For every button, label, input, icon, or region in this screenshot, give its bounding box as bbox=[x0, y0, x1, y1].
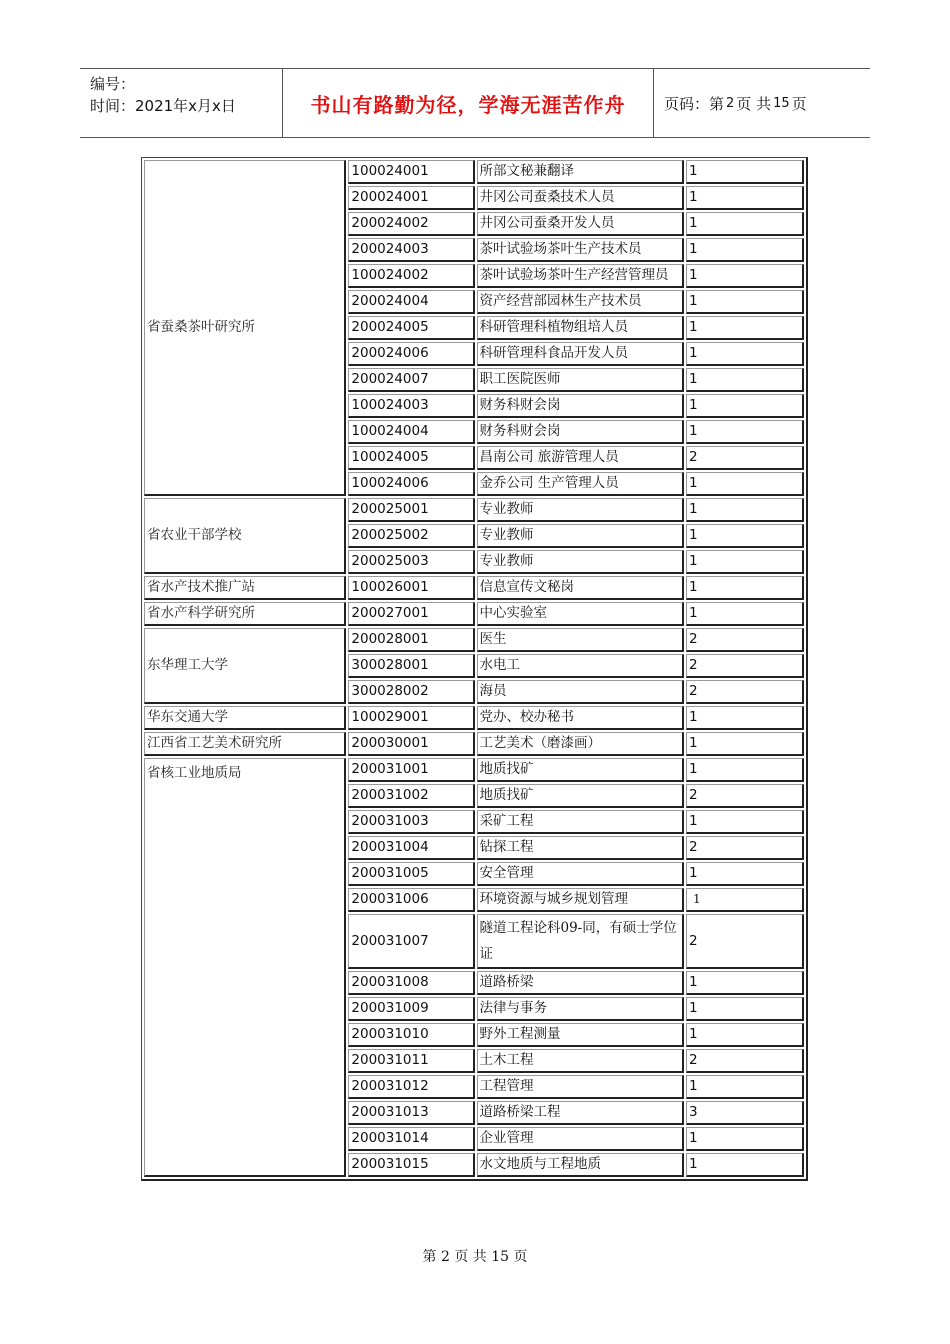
headcount-cell: 1 bbox=[686, 888, 804, 912]
headcount-cell: 1 bbox=[686, 1023, 804, 1047]
headcount-cell: 2 bbox=[686, 654, 804, 678]
time-label: 时间：2021年x月x日 bbox=[90, 97, 236, 115]
headcount-cell: 1 bbox=[686, 186, 804, 210]
headcount-cell: 2 bbox=[686, 1049, 804, 1073]
serial-label: 编号： bbox=[90, 75, 136, 93]
position-name-cell: 所部文秘兼翻译 bbox=[477, 160, 684, 184]
position-name-cell: 土木工程 bbox=[477, 1049, 684, 1073]
position-code-cell: 100024004 bbox=[348, 420, 474, 444]
position-code-cell: 200031014 bbox=[348, 1127, 474, 1151]
page-total: 15 bbox=[773, 95, 790, 111]
position-code-cell: 200031011 bbox=[348, 1049, 474, 1073]
headcount-cell: 1 bbox=[686, 212, 804, 236]
position-name-cell: 金乔公司 生产管理人员 bbox=[477, 472, 684, 496]
headcount-cell: 1 bbox=[686, 862, 804, 886]
header-page-info bbox=[654, 69, 870, 137]
headcount-cell: 1 bbox=[686, 264, 804, 288]
footer-current: 2 bbox=[440, 1249, 450, 1265]
position-name-cell: 安全管理 bbox=[477, 862, 684, 886]
headcount-cell: 1 bbox=[686, 810, 804, 834]
footer-prefix: 第 bbox=[422, 1249, 437, 1265]
position-name-cell: 职工医院医师 bbox=[477, 368, 684, 392]
position-code-cell: 300028002 bbox=[348, 680, 474, 704]
headcount-cell: 1 bbox=[686, 394, 804, 418]
position-code-cell: 200031008 bbox=[348, 971, 474, 995]
position-name-cell: 法律与事务 bbox=[477, 997, 684, 1021]
page-footer bbox=[0, 1246, 950, 1266]
position-code-cell: 100029001 bbox=[348, 706, 474, 730]
unit-name-cell: 省核工业地质局 bbox=[144, 758, 346, 1177]
position-name-cell: 工艺美术（磨漆画） bbox=[477, 732, 684, 756]
position-name-cell: 道路桥梁工程 bbox=[477, 1101, 684, 1125]
unit-name-cell: 华东交通大学 bbox=[144, 706, 346, 730]
position-name-cell: 海员 bbox=[477, 680, 684, 704]
position-code-cell: 200031015 bbox=[348, 1153, 474, 1177]
headcount-cell: 1 bbox=[686, 971, 804, 995]
position-code-cell: 300028001 bbox=[348, 654, 474, 678]
headcount-cell: 1 bbox=[686, 576, 804, 600]
footer-suffix: 页 bbox=[513, 1249, 528, 1265]
header-motto: 书山有路勤为径，学海无涯苦作舟 bbox=[282, 69, 654, 137]
table-row bbox=[144, 758, 804, 782]
table-row bbox=[144, 576, 804, 600]
position-code-cell: 100024005 bbox=[348, 446, 474, 470]
headcount-cell: 1 bbox=[686, 368, 804, 392]
position-name-cell: 昌南公司 旅游管理人员 bbox=[477, 446, 684, 470]
position-name-cell: 专业教师 bbox=[477, 498, 684, 522]
headcount-cell: 1 bbox=[686, 997, 804, 1021]
position-code-cell: 100024002 bbox=[348, 264, 474, 288]
position-name-cell: 资产经营部园林生产技术员 bbox=[477, 290, 684, 314]
headcount-cell: 1 bbox=[686, 1075, 804, 1099]
position-name-cell: 井冈公司蚕桑技术人员 bbox=[477, 186, 684, 210]
table-row bbox=[144, 628, 804, 652]
position-name-cell: 地质找矿 bbox=[477, 784, 684, 808]
position-code-cell: 200024004 bbox=[348, 290, 474, 314]
unit-name-cell: 东华理工大学 bbox=[144, 628, 346, 704]
headcount-cell: 2 bbox=[686, 914, 804, 969]
headcount-cell: 1 bbox=[686, 342, 804, 366]
position-name-cell: 财务科财会岗 bbox=[477, 394, 684, 418]
position-name-cell: 地质找矿 bbox=[477, 758, 684, 782]
position-code-cell: 200031002 bbox=[348, 784, 474, 808]
position-code-cell: 100026001 bbox=[348, 576, 474, 600]
position-code-cell: 100024003 bbox=[348, 394, 474, 418]
position-name-cell: 工程管理 bbox=[477, 1075, 684, 1099]
headcount-cell: 2 bbox=[686, 680, 804, 704]
headcount-cell: 1 bbox=[686, 602, 804, 626]
table-row bbox=[144, 160, 804, 184]
headcount-cell: 1 bbox=[686, 420, 804, 444]
headcount-cell: 1 bbox=[686, 524, 804, 548]
footer-total: 15 bbox=[491, 1249, 510, 1265]
table-row bbox=[144, 498, 804, 522]
headcount-cell: 1 bbox=[686, 160, 804, 184]
headcount-cell: 1 bbox=[686, 550, 804, 574]
position-name-cell: 道路桥梁 bbox=[477, 971, 684, 995]
position-code-cell: 200030001 bbox=[348, 732, 474, 756]
position-name-cell: 财务科财会岗 bbox=[477, 420, 684, 444]
page-prefix: 页码：第 bbox=[664, 94, 725, 113]
headcount-cell: 1 bbox=[686, 472, 804, 496]
headcount-cell: 1 bbox=[686, 1127, 804, 1151]
position-name-cell: 党办、校办秘书 bbox=[477, 706, 684, 730]
position-name-cell: 钻探工程 bbox=[477, 836, 684, 860]
headcount-cell: 1 bbox=[686, 290, 804, 314]
position-name-cell: 信息宣传文秘岗 bbox=[477, 576, 684, 600]
position-name-cell: 水文地质与工程地质 bbox=[477, 1153, 684, 1177]
page-suffix: 页 bbox=[791, 94, 807, 113]
headcount-cell: 2 bbox=[686, 628, 804, 652]
position-code-cell: 200024002 bbox=[348, 212, 474, 236]
page-current: 2 bbox=[726, 95, 735, 111]
position-name-cell: 井冈公司蚕桑开发人员 bbox=[477, 212, 684, 236]
position-name-cell: 茶叶试验场茶叶生产技术员 bbox=[477, 238, 684, 262]
position-name-cell: 专业教师 bbox=[477, 550, 684, 574]
position-name-cell: 水电工 bbox=[477, 654, 684, 678]
unit-name-cell: 省水产科学研究所 bbox=[144, 602, 346, 626]
position-code-cell: 200025001 bbox=[348, 498, 474, 522]
position-code-cell: 200024003 bbox=[348, 238, 474, 262]
unit-name-cell: 省农业干部学校 bbox=[144, 498, 346, 574]
table-row bbox=[144, 706, 804, 730]
position-name-cell: 中心实验室 bbox=[477, 602, 684, 626]
position-code-cell: 200024006 bbox=[348, 342, 474, 366]
positions-table bbox=[141, 157, 808, 1181]
position-code-cell: 200025002 bbox=[348, 524, 474, 548]
headcount-cell: 2 bbox=[686, 836, 804, 860]
position-code-cell: 200031007 bbox=[348, 914, 474, 969]
headcount-cell: 1 bbox=[686, 238, 804, 262]
position-code-cell: 200025003 bbox=[348, 550, 474, 574]
position-code-cell: 200024001 bbox=[348, 186, 474, 210]
page-mid: 页 共 bbox=[736, 94, 772, 113]
position-code-cell: 100024001 bbox=[348, 160, 474, 184]
position-name-cell: 科研管理科食品开发人员 bbox=[477, 342, 684, 366]
headcount-cell: 1 bbox=[686, 1153, 804, 1177]
position-name-cell: 专业教师 bbox=[477, 524, 684, 548]
position-name-cell: 野外工程测量 bbox=[477, 1023, 684, 1047]
position-code-cell: 200031013 bbox=[348, 1101, 474, 1125]
position-name-cell: 隧道工程论科09-同，有硕士学位证 bbox=[477, 914, 684, 969]
headcount-cell: 2 bbox=[686, 784, 804, 808]
headcount-cell: 1 bbox=[686, 316, 804, 340]
header-meta bbox=[80, 69, 282, 137]
unit-name-cell: 省蚕桑茶叶研究所 bbox=[144, 160, 346, 496]
headcount-cell: 2 bbox=[686, 446, 804, 470]
position-name-cell: 环境资源与城乡规划管理 bbox=[477, 888, 684, 912]
position-code-cell: 200031003 bbox=[348, 810, 474, 834]
position-code-cell: 200024005 bbox=[348, 316, 474, 340]
position-code-cell: 100024006 bbox=[348, 472, 474, 496]
headcount-cell: 1 bbox=[686, 498, 804, 522]
position-code-cell: 200031010 bbox=[348, 1023, 474, 1047]
headcount-cell: 1 bbox=[686, 732, 804, 756]
headcount-cell: 1 bbox=[686, 706, 804, 730]
position-name-cell: 采矿工程 bbox=[477, 810, 684, 834]
position-code-cell: 200031009 bbox=[348, 997, 474, 1021]
position-code-cell: 200031001 bbox=[348, 758, 474, 782]
position-code-cell: 200031005 bbox=[348, 862, 474, 886]
position-code-cell: 200031012 bbox=[348, 1075, 474, 1099]
position-code-cell: 200031004 bbox=[348, 836, 474, 860]
unit-name-cell: 省水产技术推广站 bbox=[144, 576, 346, 600]
position-code-cell: 200024007 bbox=[348, 368, 474, 392]
position-name-cell: 茶叶试验场茶叶生产经营管理员 bbox=[477, 264, 684, 288]
position-code-cell: 200031006 bbox=[348, 888, 474, 912]
page-header bbox=[80, 68, 870, 138]
footer-mid: 页 共 bbox=[454, 1249, 487, 1265]
headcount-cell: 1 bbox=[686, 758, 804, 782]
position-name-cell: 企业管理 bbox=[477, 1127, 684, 1151]
positions-table-body bbox=[144, 160, 804, 1177]
position-code-cell: 200028001 bbox=[348, 628, 474, 652]
unit-name-cell: 江西省工艺美术研究所 bbox=[144, 732, 346, 756]
headcount-cell: 3 bbox=[686, 1101, 804, 1125]
table-row bbox=[144, 602, 804, 626]
table-row bbox=[144, 732, 804, 756]
position-name-cell: 医生 bbox=[477, 628, 684, 652]
position-code-cell: 200027001 bbox=[348, 602, 474, 626]
position-name-cell: 科研管理科植物组培人员 bbox=[477, 316, 684, 340]
